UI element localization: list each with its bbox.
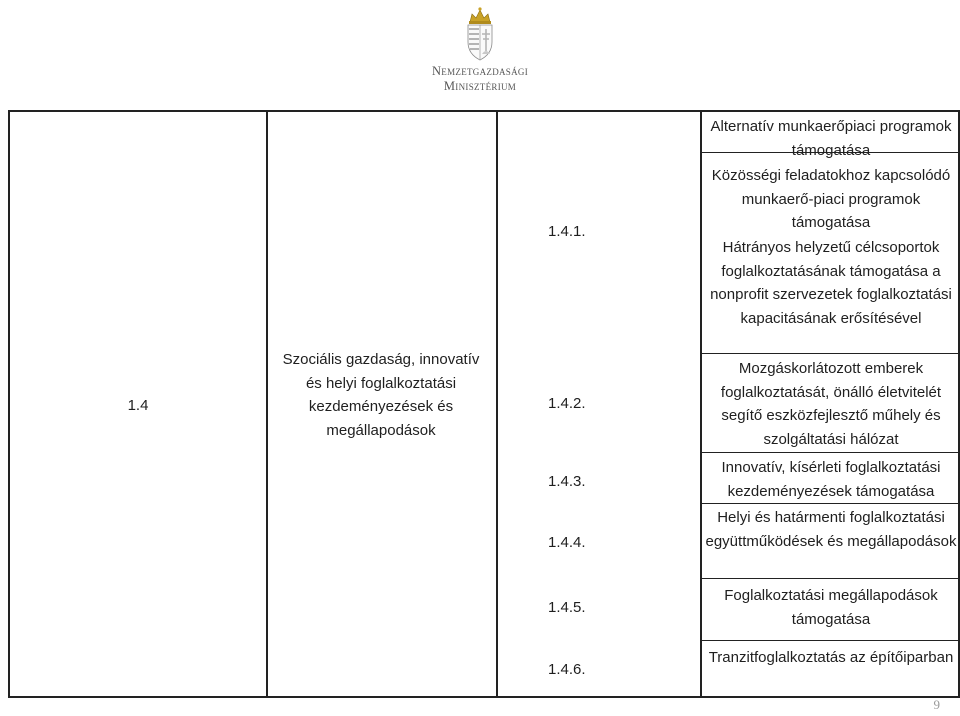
row-divider: [700, 578, 958, 579]
row-divider: [700, 640, 958, 641]
section-title: Szociális gazdaság, innovatív és helyi foglalkoztatási kezdeményezések és megállapodások: [282, 351, 480, 439]
row-divider: [700, 353, 958, 354]
column-divider: [496, 112, 498, 696]
measure-text: Foglalkoztatási megállapodások támogatása: [724, 587, 938, 628]
item-code: 1.4.4.: [548, 534, 586, 551]
measure-text: Közösségi feladatokhoz kapcsolódó munkaerő-piaci programok támogatása: [711, 167, 951, 231]
item-code: 1.4.5.: [548, 599, 586, 616]
measure-text: Tranzitfoglalkoztatás az építőiparban: [708, 649, 954, 666]
measure-text: Mozgáskorlátozott emberek foglalkoztatását, önálló életvitelét segítő eszközfejlesztő műhely és szolgáltatási hálózat: [720, 360, 942, 448]
measure-text: Alternatív munkaerőpiaci programok támogatása: [710, 118, 952, 159]
ministry-logo: [380, 6, 580, 98]
measure-text: Helyi és határmenti foglalkoztatási együttműködések és megállapodások: [705, 509, 957, 550]
hungarian-coat-of-arms-icon: [464, 6, 496, 62]
section-code: 1.4: [127, 397, 149, 414]
program-table: [8, 110, 960, 698]
row-divider: [700, 503, 958, 504]
measure-text: Hátrányos helyzetű célcsoportok foglalkoztatásának támogatása a nonprofit szervezetek foglalkoztatási kapacitásának erősítésével: [710, 239, 952, 327]
page-number: 9: [933, 697, 940, 712]
item-code: 1.4.2.: [548, 395, 586, 412]
item-code: 1.4.3.: [548, 473, 586, 490]
ministry-name-line1: Nemzetgazdasági: [431, 64, 529, 78]
column-divider: [266, 112, 268, 696]
ministry-name-line2: Minisztérium: [443, 79, 517, 93]
item-code: 1.4.1.: [548, 223, 586, 240]
row-divider: [700, 452, 958, 453]
item-code: 1.4.6.: [548, 661, 586, 678]
measure-text: Innovatív, kísérleti foglalkoztatási kezdeményezések támogatása: [721, 459, 941, 500]
